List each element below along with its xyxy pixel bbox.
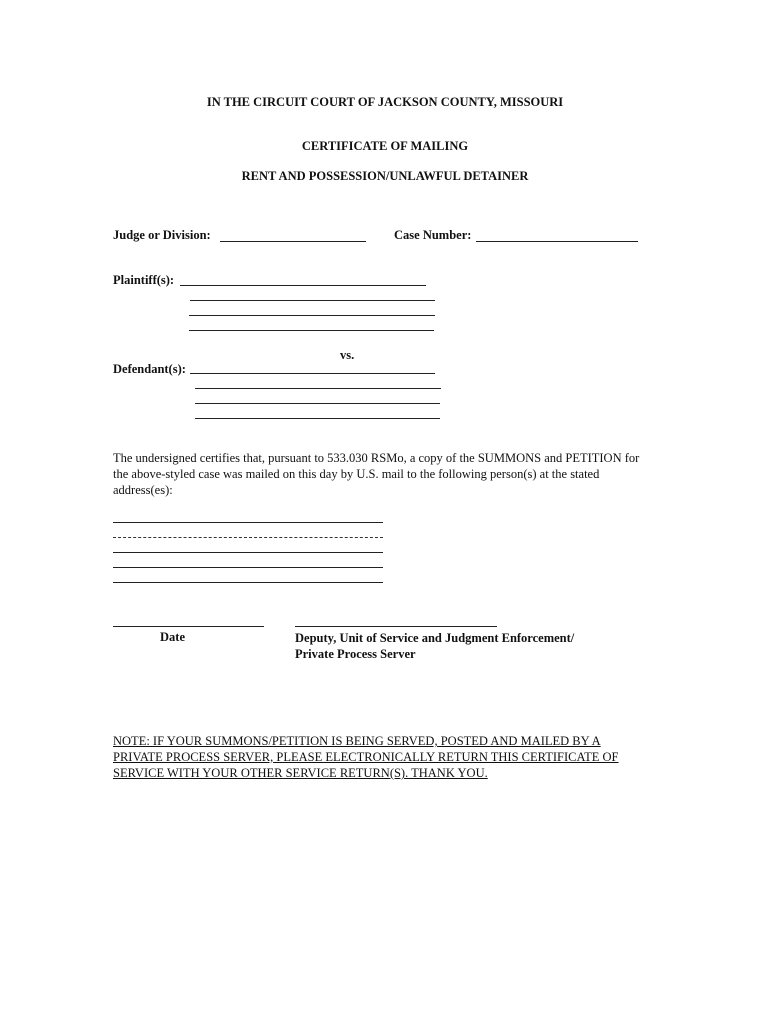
address-field-3[interactable] <box>113 552 383 553</box>
document-title: CERTIFICATE OF MAILING <box>301 139 469 153</box>
address-field-2[interactable] <box>113 537 383 538</box>
plaintiff-field-3[interactable] <box>189 315 435 316</box>
court-heading: IN THE CIRCUIT COURT OF JACKSON COUNTY, MISSOURI <box>206 95 564 109</box>
address-field-1[interactable] <box>113 522 383 523</box>
defendant-label: Defendant(s): <box>113 362 186 376</box>
defendant-field-1[interactable] <box>190 373 435 374</box>
plaintiff-field-1[interactable] <box>180 285 426 286</box>
deputy-signature-field[interactable] <box>295 626 497 627</box>
certification-line-3: address(es): <box>113 483 173 497</box>
plaintiff-label: Plaintiff(s): <box>113 273 175 287</box>
deputy-label <box>295 630 574 662</box>
certification-line-1: The undersigned certifies that, pursuant to 533.030 RSMo, a copy of the SUMMONS and PETITION for <box>113 451 640 465</box>
note-line-3: SERVICE WITH YOUR OTHER SERVICE RETURN(S). THANK YOU. <box>113 766 488 780</box>
defendant-field-4[interactable] <box>195 418 440 419</box>
document-subtitle: RENT AND POSSESSION/UNLAWFUL DETAINER <box>241 169 529 183</box>
defendant-field-2[interactable] <box>195 388 441 389</box>
certification-paragraph <box>113 450 673 498</box>
case-number-field[interactable] <box>476 241 638 242</box>
note-block <box>113 733 673 781</box>
note-line-1: NOTE: IF YOUR SUMMONS/PETITION IS BEING SERVED, POSTED AND MAILED BY A <box>113 734 601 748</box>
address-field-4[interactable] <box>113 567 383 568</box>
date-field[interactable] <box>113 626 264 627</box>
certification-line-2: the above-styled case was mailed on this day by U.S. mail to the following person(s) at the stated <box>113 467 600 481</box>
note-line-2: PRIVATE PROCESS SERVER, PLEASE ELECTRONICALLY RETURN THIS CERTIFICATE OF <box>113 750 619 764</box>
versus-label: vs. <box>340 348 355 362</box>
date-label: Date <box>160 630 185 644</box>
judge-division-label: Judge or Division: <box>113 228 211 242</box>
plaintiff-field-2[interactable] <box>190 300 435 301</box>
deputy-label-line-2: Private Process Server <box>295 647 416 661</box>
deputy-label-line-1: Deputy, Unit of Service and Judgment Enforcement/ <box>295 631 575 645</box>
defendant-field-3[interactable] <box>195 403 440 404</box>
address-field-5[interactable] <box>113 582 383 583</box>
judge-division-field[interactable] <box>220 241 366 242</box>
case-number-label: Case Number: <box>394 228 472 242</box>
plaintiff-field-4[interactable] <box>189 330 434 331</box>
